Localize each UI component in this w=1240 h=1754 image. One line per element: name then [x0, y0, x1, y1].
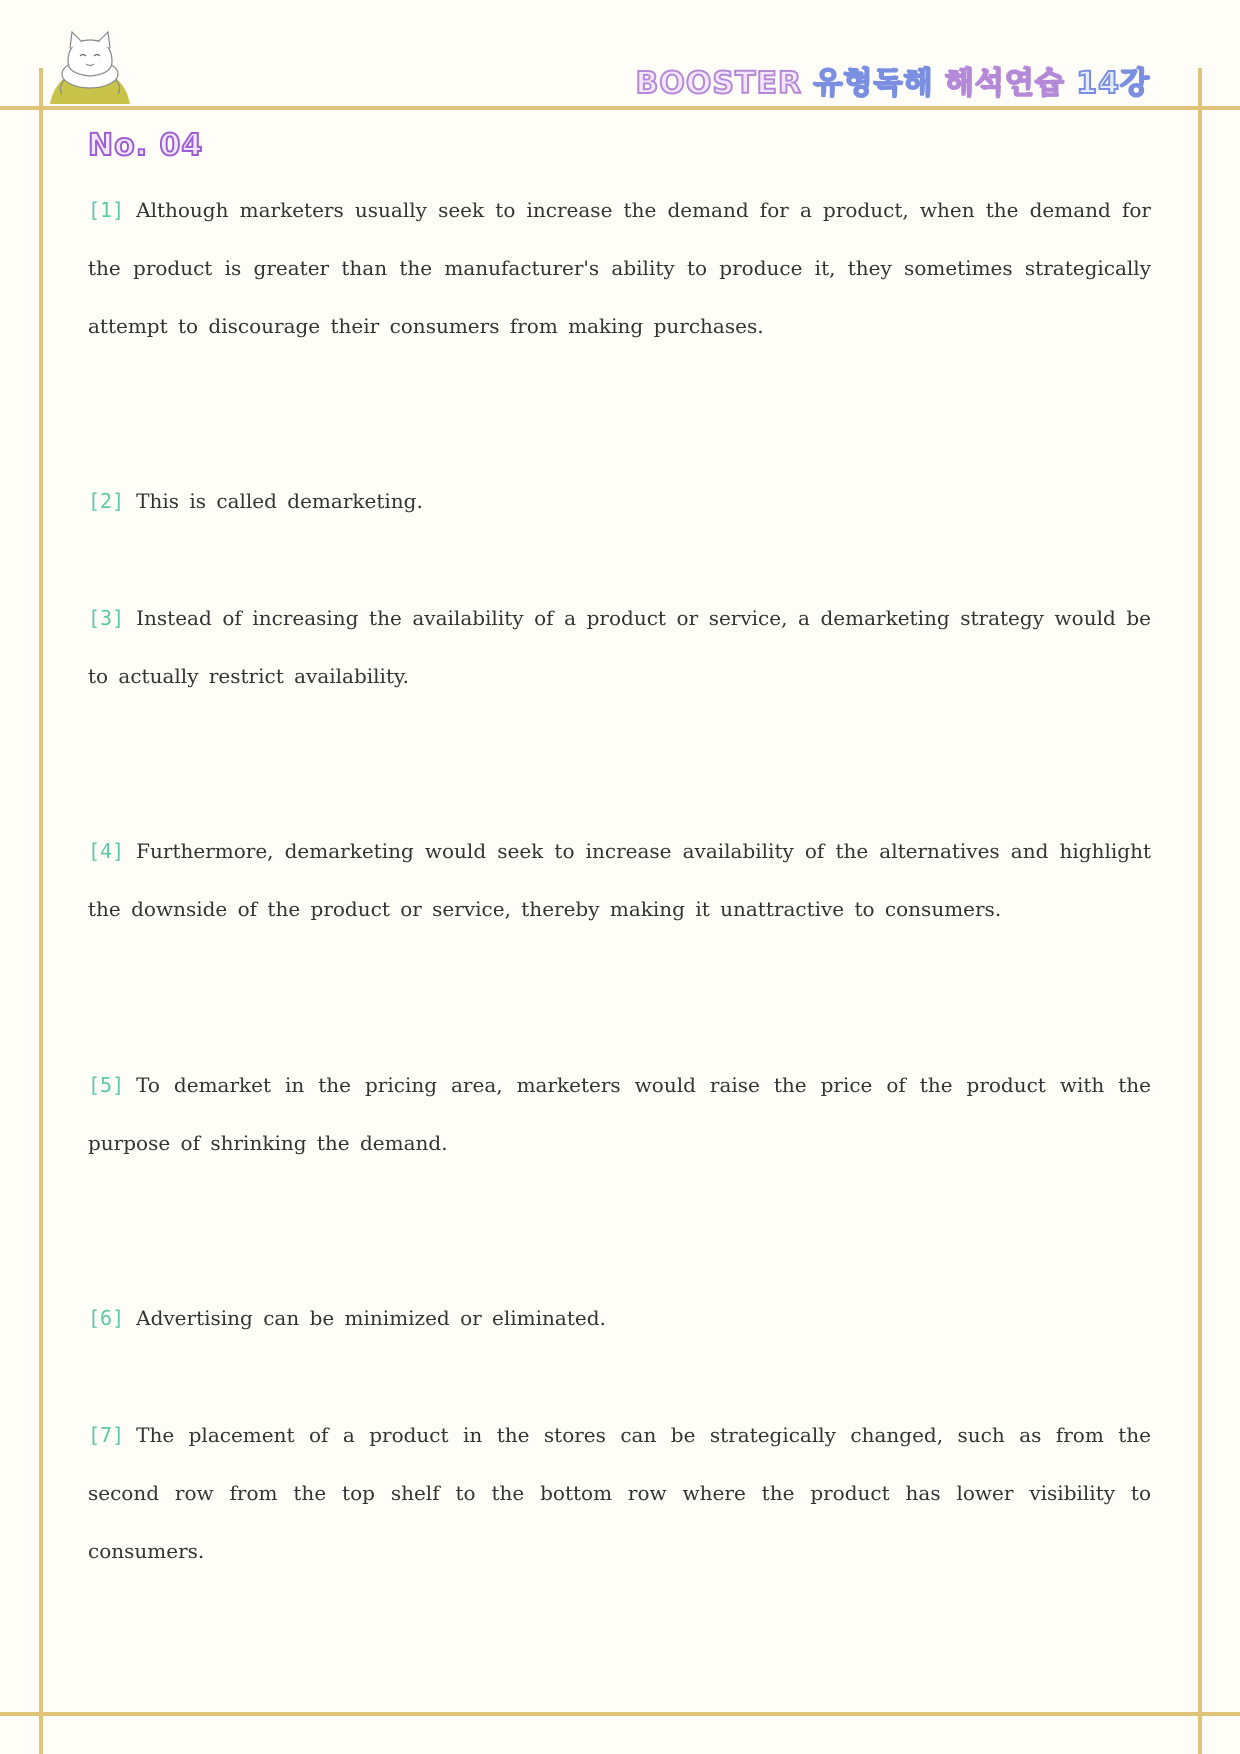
frame-top-line [0, 106, 1240, 110]
sentence-text: To demarket in the pricing area, marketers would raise the price of the product with the purpose of shrinking the demand. [88, 1073, 1151, 1155]
sentence-number: [5] [88, 1073, 125, 1097]
sentence-number: [6] [88, 1306, 125, 1330]
sentence-text: Instead of increasing the availability of a product or service, a demarketing strategy would be to actually restrict availability. [88, 606, 1151, 688]
cat-mascot-icon [46, 28, 132, 104]
header-title-type: 유형독해 [813, 66, 934, 101]
frame-left-line [39, 68, 43, 1754]
document-number: No. 04 [88, 128, 204, 163]
sentence-1 [88, 181, 1151, 355]
header-title-en: BOOSTER [635, 66, 803, 101]
sentence-text: Advertising can be minimized or eliminated. [136, 1306, 606, 1330]
sentence-number: [4] [88, 839, 125, 863]
frame-bottom-line [0, 1712, 1240, 1716]
sentence-5 [88, 1056, 1151, 1172]
header-title-lesson: 14강 [1076, 66, 1150, 101]
sentence-text: Furthermore, demarketing would seek to increase availability of the alternatives and highlight the downside of the product or service, thereby making it unattractive to consumers. [88, 839, 1151, 921]
header-title-practice: 해석연습 [944, 66, 1065, 101]
sentence-6 [88, 1289, 1151, 1347]
sentence-text: Although marketers usually seek to increase the demand for a product, when the demand for the product is greater than the manufacturer's ability to produce it, they sometimes strategically attempt to discourage their consumers from making purchases. [88, 198, 1151, 338]
frame-right-line [1198, 68, 1202, 1754]
header-title [636, 58, 1150, 102]
sentence-3 [88, 589, 1151, 705]
sentence-7 [88, 1406, 1151, 1580]
sentence-text: This is called demarketing. [136, 489, 423, 513]
sentence-4 [88, 822, 1151, 938]
sentence-2 [88, 472, 1151, 530]
sentence-number: [2] [88, 489, 125, 513]
sentence-number: [3] [88, 606, 125, 630]
sentence-number: [1] [88, 198, 125, 222]
sentence-number: [7] [88, 1423, 125, 1447]
sentence-text: The placement of a product in the stores can be strategically changed, such as from the second row from the top shelf to the bottom row where the product has lower visibility to consumers. [88, 1423, 1151, 1563]
